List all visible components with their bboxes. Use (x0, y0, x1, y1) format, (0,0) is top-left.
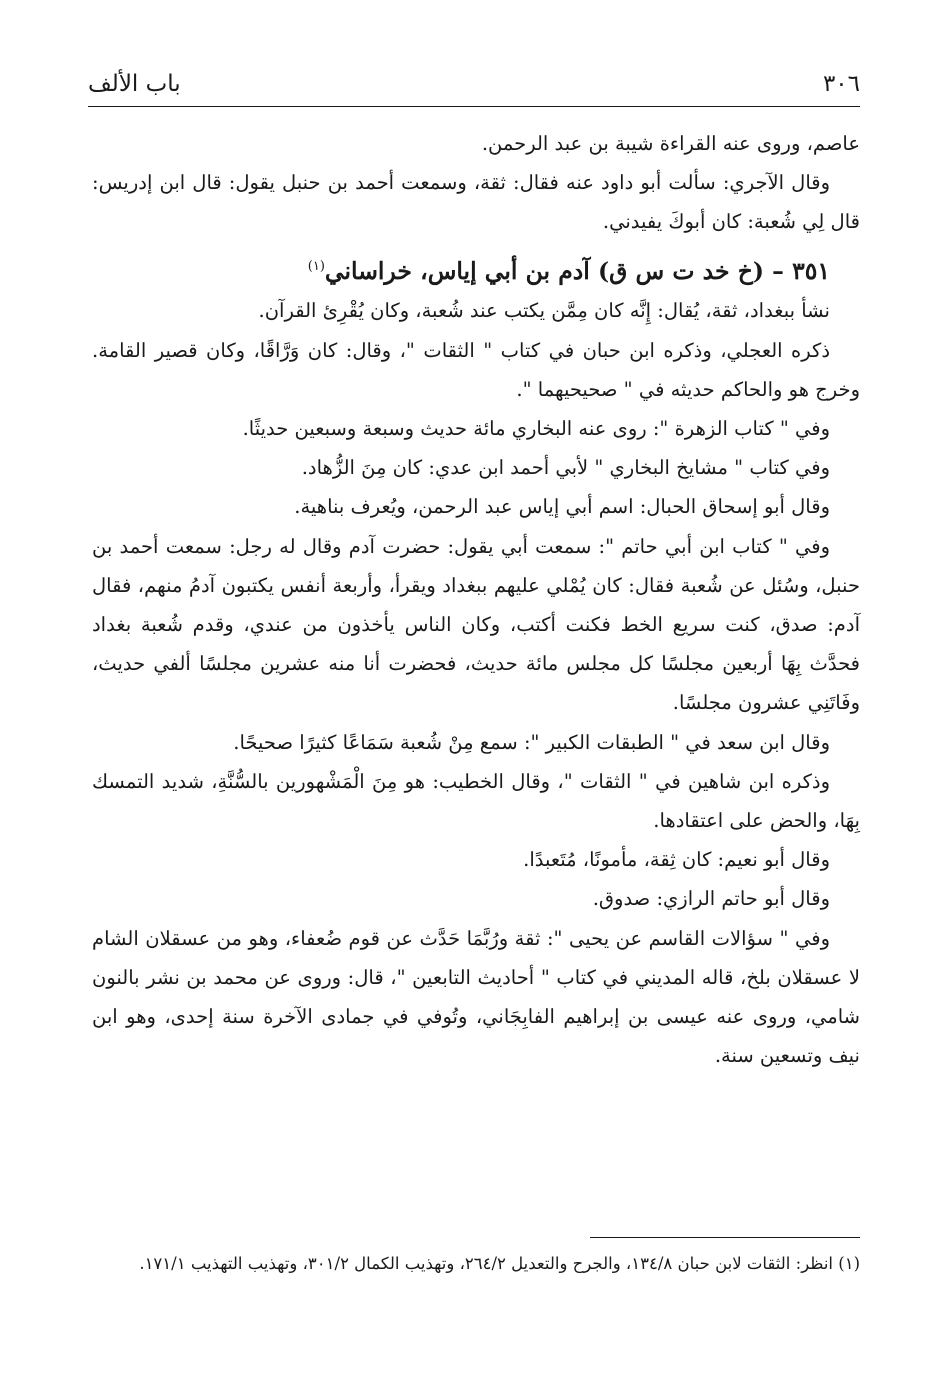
entry-heading-text: ٣٥١ – (خ خد ت س ق) آدم بن أبي إياس، خراساني (324, 256, 830, 285)
page-header (88, 66, 860, 102)
paragraph: وقال أبو نعيم: كان ثِقة، مأمونًا، مُتَعبدًا. (523, 848, 830, 872)
paragraph: وقال ابن سعد في " الطبقات الكبير ": سمع مِنْ شُعبة سَمَاعًا كثيرًا صحيحًا. (233, 730, 830, 754)
footnote-reference[interactable]: (١) (307, 258, 325, 274)
paragraph: وفي " كتاب ابن أبي حاتم ": سمعت أبي يقول: حضرت آدم وقال له رجل: سمعت أحمد بن حنبل، وسُئل عن شُعبة فقال: كان يُمْلي عليهم ببغداد ويقرأ، وأربعة أنفس يكتبون آدمُ منهم، فقال آدم: صدق، كنت سريع الخط فكنت أكتب، وكان الناس يأخذون من عندي، وقدم شُعبة بغداد فحدَّث بِهَا أربعين مجلسًا كل مجلس مائة حديث، فحضرت أنا منه عشرين مجلسًا ألفي حديث، وفَاتَنِي عشرون مجلسًا. (92, 534, 860, 715)
paragraph: وفي كتاب " مشايخ البخاري " لأبي أحمد ابن عدي: كان مِنَ الزُّهاد. (301, 456, 830, 480)
paragraph: عاصم، وروى عنه القراءة شيبة بن عبد الرحمن. (481, 132, 860, 155)
entry-heading (92, 244, 860, 294)
page-number: ٣٠٦ (822, 71, 860, 97)
paragraph: وقال الآجري: سألت أبو داود عنه فقال: ثقة، وسمعت أحمد بن حنبل يقول: قال ابن إدريس: قال لِي شُعبة: كان أبوكَ يفيدني. (92, 171, 860, 234)
paragraph: وفي " سؤالات القاسم عن يحيى ": ثقة ورُبَّمَا حَدَّث عن قوم ضُعفاء، وهو من عسقلان الشام لا عسقلان بلخ، قاله المديني في كتاب " أحاديث التابعين "، قال: وروى عن محمد بن نشر بالنون شامي، وروى عنه عيسى بن إبراهيم الفابِجَاني، وتُوفي في جمادى الآخرة سنة إحدى، وهو ابن نيف وتسعين سنة. (92, 926, 860, 1068)
chapter-title: باب الألف (88, 71, 181, 97)
paragraph: وقال أبو حاتم الرازي: صدوق. (592, 887, 830, 911)
footnote-rule (590, 1237, 860, 1238)
paragraph: وفي " كتاب الزهرة ": روى عنه البخاري مائة حديث وسبعة وسبعين حديثًا. (242, 417, 830, 441)
paragraph: ذكره العجلي، وذكره ابن حبان في كتاب " الثقات "، وقال: كان وَرَّاقًا، وكان قصير القامة. وخرج هو والحاكم حديثه في " صحيحيهما ". (92, 338, 860, 401)
main-text (92, 124, 860, 1076)
paragraph: وذكره ابن شاهين في " الثقات "، وقال الخطيب: هو مِنَ الْمَشْهورين بالسُّنَّةِ، شديد التمسك بِهَا، والحض على اعتقادها. (92, 769, 860, 833)
paragraph: نشأ ببغداد، ثقة، يُقال: إِنَّه كان مِمَّن يكتب عند شُعبة، وكان يُقْرِئ القرآن. (258, 299, 830, 323)
footnote: (١) انظر: الثقات لابن حبان ١٣٤/٨، والجرح والتعديل ٢٦٤/٢، وتهذيب الكمال ٣٠١/٢، وتهذيب التهذيب ١٧١/١. (139, 1254, 860, 1273)
paragraph: وقال أبو إسحاق الحبال: اسم أبي إياس عبد الرحمن، ويُعرف بناهية. (294, 495, 830, 519)
header-rule (88, 106, 860, 107)
